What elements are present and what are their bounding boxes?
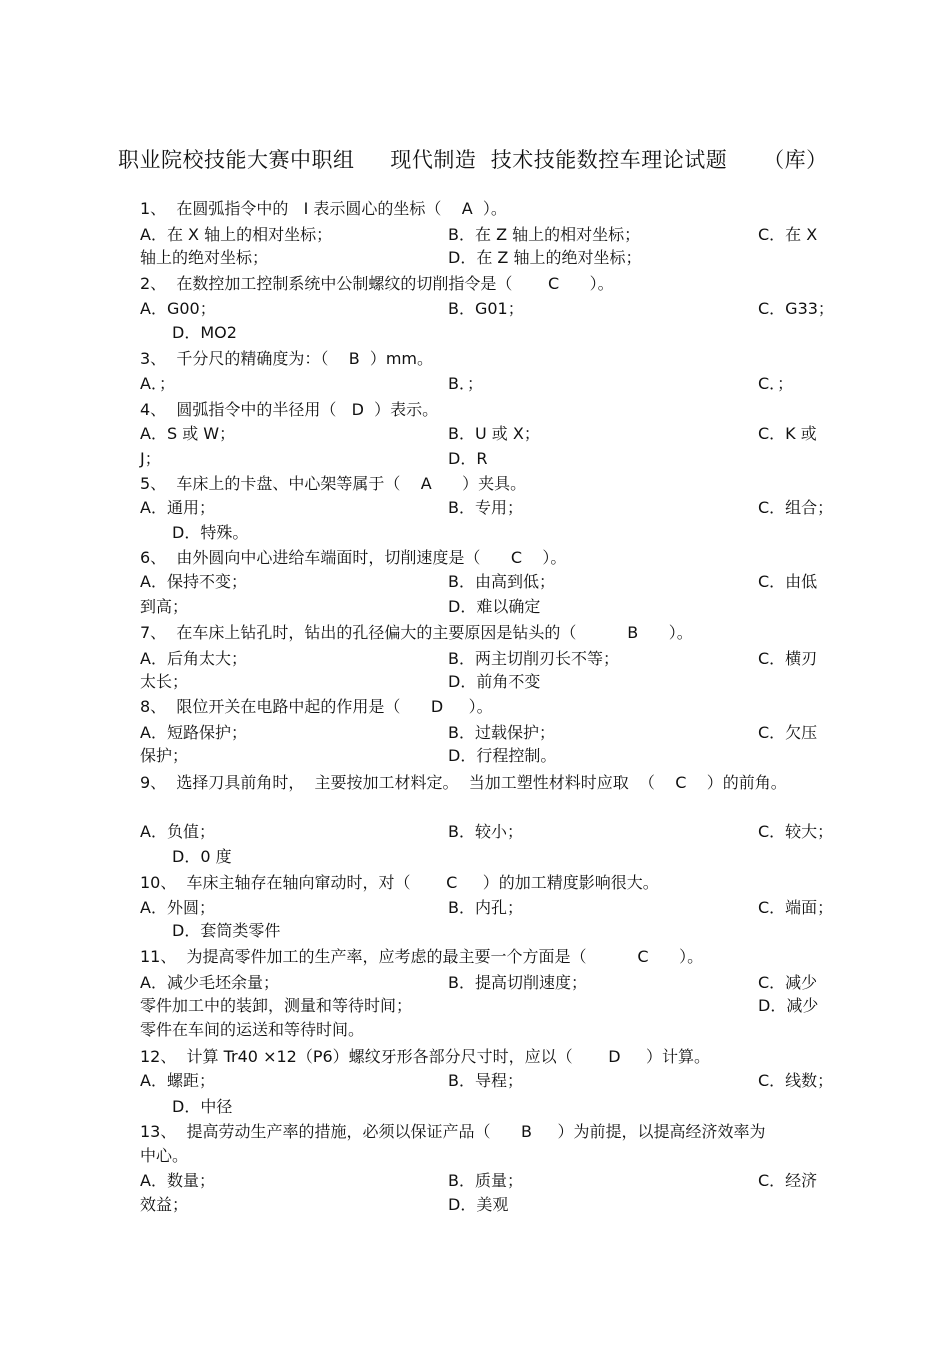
text-line: B．质量；: [448, 1171, 523, 1190]
text-line: 零件加工中的装卸，测量和等待时间；: [140, 996, 413, 1015]
text-line: A．G00；: [140, 299, 216, 318]
text-line: C．在 X: [758, 225, 818, 244]
text-line: A．后角太大；: [140, 649, 247, 668]
text-line: 11、 为提高零件加工的生产率，应考虑的最主要一个方面是（ C ）。: [140, 947, 704, 966]
text-line: 2、 在数控加工控制系统中公制螺纹的切削指令是（ C ）。: [140, 274, 614, 293]
text-line: A．S 或 W；: [140, 424, 236, 443]
text-line: D．0 度: [172, 847, 232, 866]
text-line: B．较小；: [448, 822, 523, 841]
text-line: C．K 或: [758, 424, 817, 443]
text-line: D．特殊。: [172, 523, 249, 542]
text-line: 6、 由外圆向中心进给车端面时，切削速度是（ C ）。: [140, 548, 567, 567]
text-line: B．专用；: [448, 498, 523, 517]
text-line: D．MO2: [172, 323, 237, 342]
text-line: D．行程控制。: [448, 746, 557, 765]
text-line: 9、 选择刀具前角时， 主要按加工材料定。 当加工塑性材料时应取 （ C ）的前角。: [140, 773, 787, 792]
text-line: B．两主切削刃长不等；: [448, 649, 619, 668]
text-line: 零件在车间的运送和等待时间。: [140, 1020, 365, 1039]
text-line: D．减少: [758, 996, 819, 1015]
page-title: 职业院校技能大赛中职组 现代制造 技术技能数控车理论试题 （库）: [118, 148, 828, 172]
text-line: B．G01；: [448, 299, 524, 318]
text-line: D．美观: [448, 1195, 509, 1214]
text-line: B．提高切削速度；: [448, 973, 587, 992]
text-line: A．减少毛坯余量；: [140, 973, 279, 992]
text-line: D．前角不变: [448, 672, 541, 691]
text-line: 1、 在圆弧指令中的 I 表示圆心的坐标（ A ）。: [140, 199, 507, 218]
text-line: D．R: [448, 449, 488, 468]
text-line: C．较大；: [758, 822, 834, 841]
text-line: D．在 Z 轴上的绝对坐标；: [448, 248, 642, 267]
text-line: C．端面；: [758, 898, 834, 917]
text-line: A．通用；: [140, 498, 215, 517]
text-line: C．减少: [758, 973, 818, 992]
text-line: 4、 圆弧指令中的半径用（ D ）表示。: [140, 400, 439, 419]
text-line: D．中径: [172, 1097, 233, 1116]
text-line: C．由低: [758, 572, 818, 591]
text-line: 效益；: [140, 1195, 189, 1214]
text-line: D．套筒类零件: [172, 921, 281, 940]
text-line: C．经济: [758, 1171, 818, 1190]
text-line: 中心。: [140, 1146, 189, 1165]
text-line: B．过载保护；: [448, 723, 555, 742]
text-line: A．数量；: [140, 1171, 215, 1190]
text-line: A．短路保护；: [140, 723, 247, 742]
text-line: 13、 提高劳动生产率的措施，必须以保证产品（ B ）为前提，以提高经济效率为: [140, 1122, 766, 1141]
text-line: A．外圆；: [140, 898, 215, 917]
text-line: C．组合；: [758, 498, 834, 517]
text-line: C．；: [758, 374, 794, 393]
text-line: 到高；: [140, 597, 189, 616]
text-line: C．欠压: [758, 723, 818, 742]
text-line: 8、 限位开关在电路中起的作用是（ D ）。: [140, 697, 493, 716]
text-line: C．线数；: [758, 1071, 834, 1090]
text-line: B．导程；: [448, 1071, 523, 1090]
text-line: A．保持不变；: [140, 572, 247, 591]
text-line: 轴上的绝对坐标；: [140, 248, 269, 267]
text-line: 保护；: [140, 746, 189, 765]
text-line: D．难以确定: [448, 597, 541, 616]
text-line: 7、 在车床上钻孔时，钻出的孔径偏大的主要原因是钻头的（ B ）。: [140, 623, 693, 642]
text-line: C．横刃: [758, 649, 818, 668]
text-line: A．在 X 轴上的相对坐标；: [140, 225, 333, 244]
text-line: B．由高到低；: [448, 572, 555, 591]
text-line: J；: [140, 449, 161, 468]
text-line: C．G33；: [758, 299, 834, 318]
text-line: A．；: [140, 374, 175, 393]
text-line: A．负值；: [140, 822, 215, 841]
text-line: B．U 或 X；: [448, 424, 540, 443]
text-line: B．；: [448, 374, 483, 393]
text-line: 12、 计算 Tr40 ×12（P6）螺纹牙形各部分尺寸时，应以（ D ）计算。: [140, 1047, 711, 1066]
text-line: 太长；: [140, 672, 189, 691]
text-line: 3、 千分尺的精确度为：（ B ）mm。: [140, 349, 434, 368]
text-line: A．螺距；: [140, 1071, 215, 1090]
text-line: B．在 Z 轴上的相对坐标；: [448, 225, 641, 244]
text-line: 10、 车床主轴存在轴向窜动时，对（ C ）的加工精度影响很大。: [140, 873, 659, 892]
text-line: 5、 车床上的卡盘、中心架等属于（ A ）夹具。: [140, 474, 527, 493]
text-line: B．内孔；: [448, 898, 523, 917]
